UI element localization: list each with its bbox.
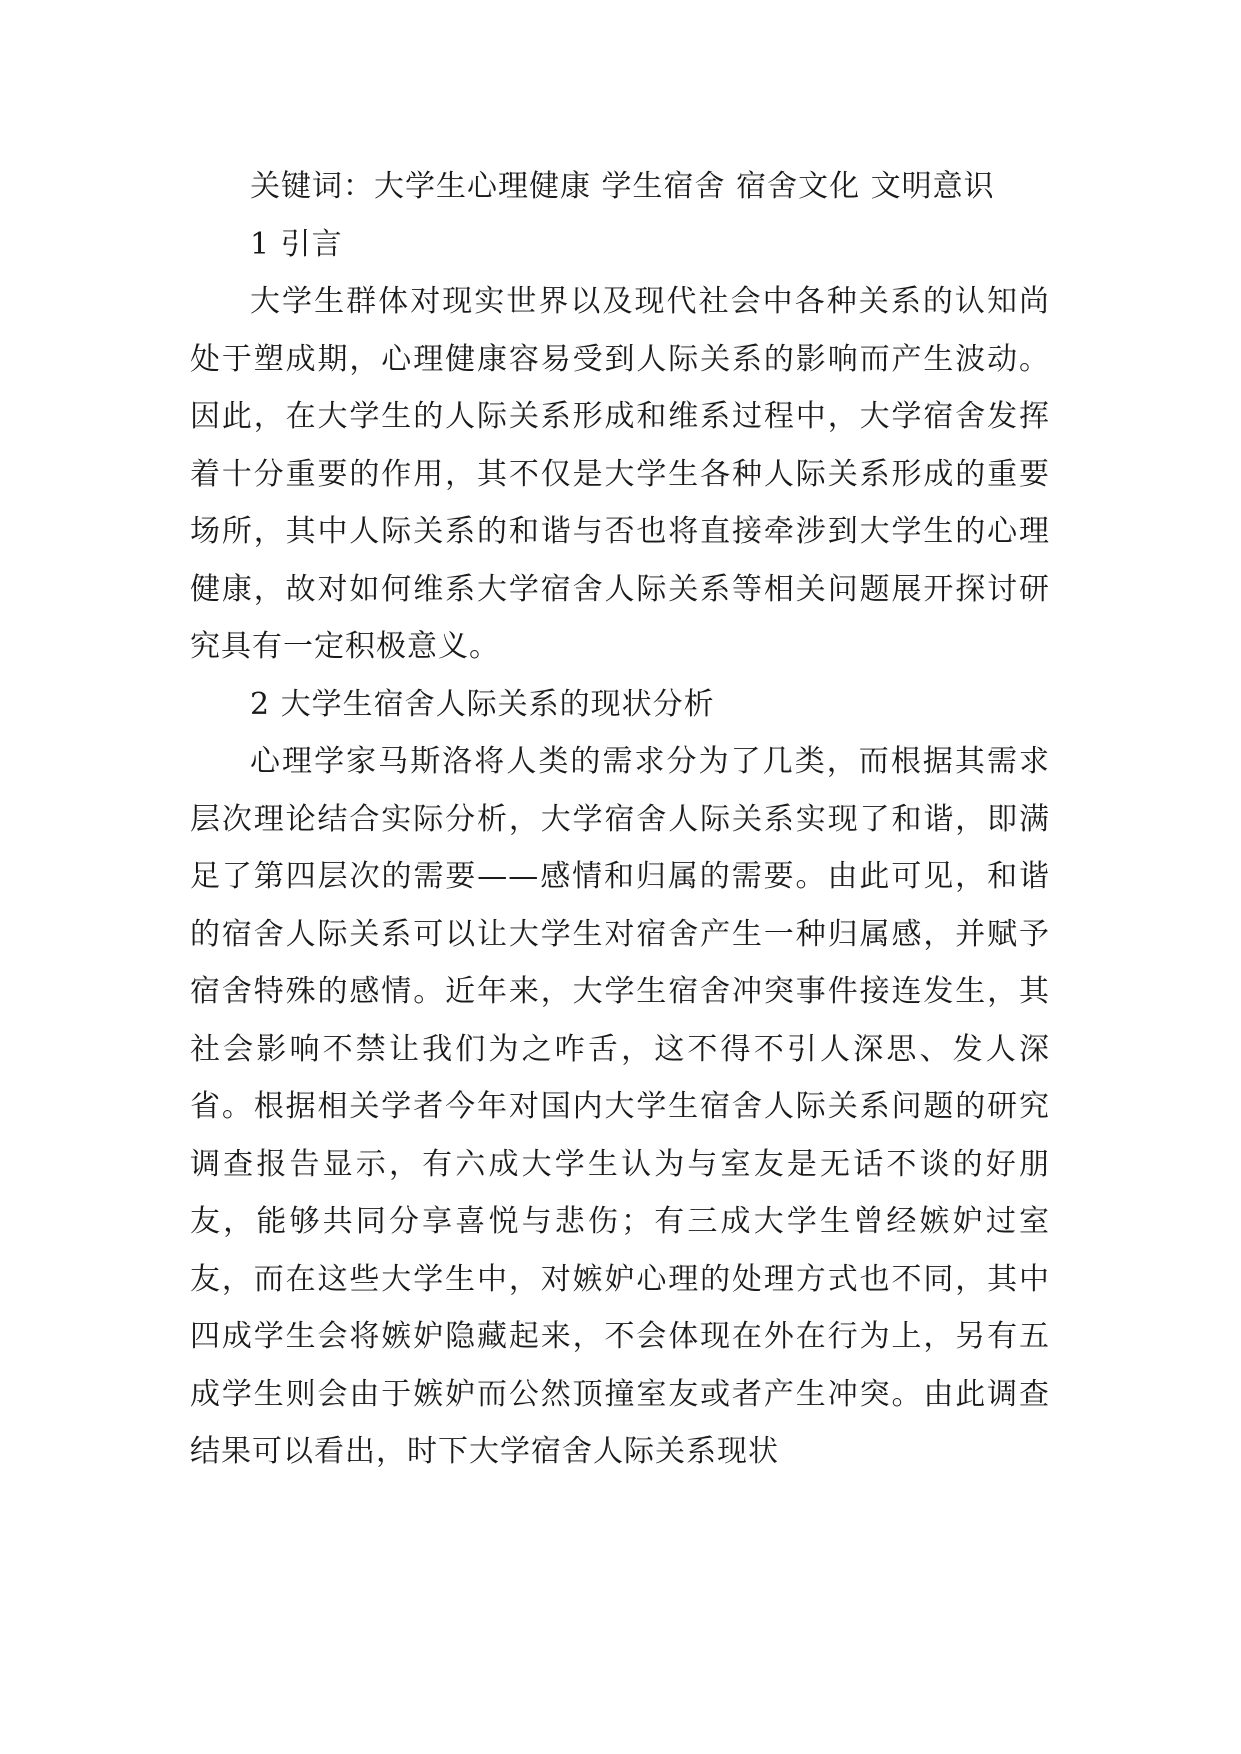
section-1-heading: 1 引言 <box>250 226 343 262</box>
keywords-line: 关键词：大学生心理健康 学生宿舍 宿舍文化 文明意识 <box>250 169 995 204</box>
document-body <box>190 158 1050 1481</box>
section-1-paragraph: 大学生群体对现实世界以及现代社会中各种关系的认知尚处于塑成期，心理健康容易受到人际关系的影响而产生波动。因此，在大学生的人际关系形成和维系过程中，大学宿舍发挥着十分重要的作用，其不仅是大学生各种人际关系形成的重要场所，其中人际关系的和谐与否也将直接牵涉到大学生的心理健康，故对如何维系大学宿舍人际关系等相关问题展开探讨研究具有一定积极意义。 <box>190 284 1050 664</box>
section-2-paragraph: 心理学家马斯洛将人类的需求分为了几类，而根据其需求层次理论结合实际分析，大学宿舍人际关系实现了和谐，即满足了第四层次的需要——感情和归属的需要。由此可见，和谐的宿舍人际关系可以让大学生对宿舍产生一种归属感，并赋予宿舍特殊的感情。近年来，大学生宿舍冲突事件接连发生，其社会影响不禁让我们为之咋舌，这不得不引人深思、发人深省。根据相关学者今年对国内大学生宿舍人际关系问题的研究调查报告显示，有六成大学生认为与室友是无话不谈的好朋友，能够共同分享喜悦与悲伤；有三成大学生曾经嫉妒过室友，而在这些大学生中，对嫉妒心理的处理方式也不同，其中四成学生会将嫉妒隐藏起来，不会体现在外在行为上，另有五成学生则会由于嫉妒而公然顶撞室友或者产生冲突。由此调查结果可以看出，时下大学宿舍人际关系现状 <box>190 744 1050 1469</box>
section-2-heading: 2 大学生宿舍人际关系的现状分析 <box>250 686 715 722</box>
